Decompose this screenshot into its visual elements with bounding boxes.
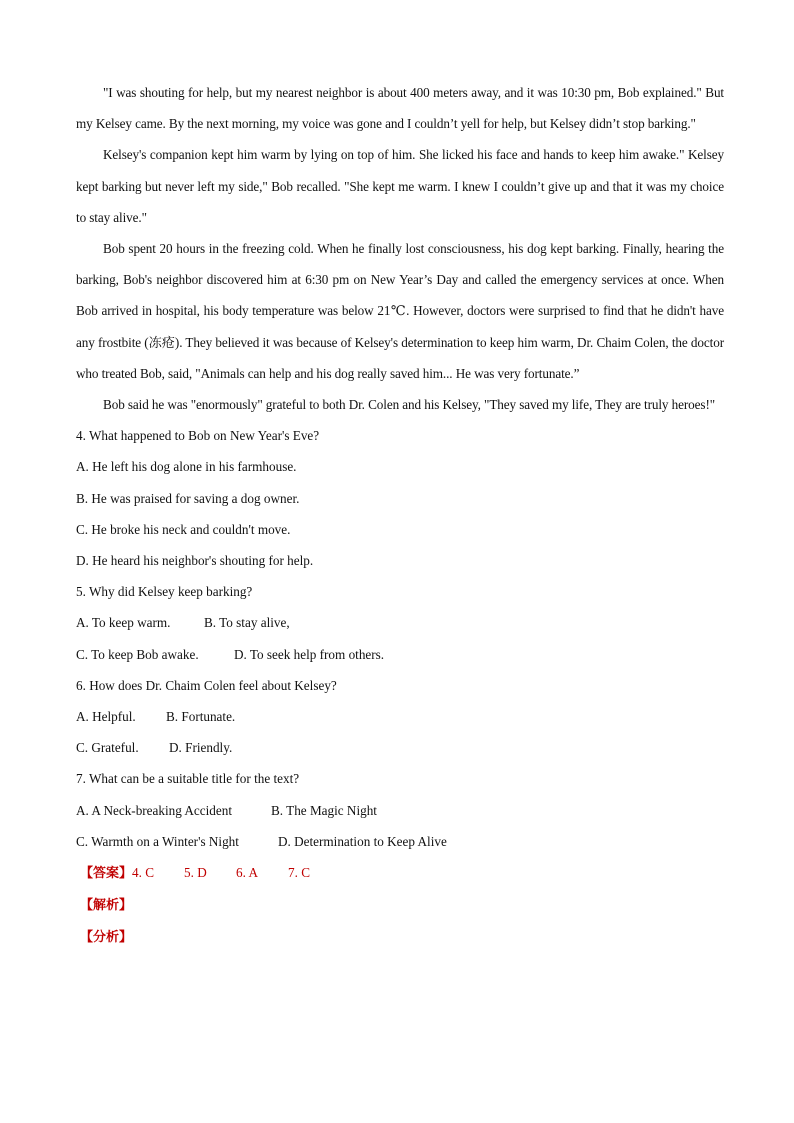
question-7-option-a: A. A Neck-breaking Accident bbox=[76, 802, 233, 818]
answer-item-7: 7. C bbox=[288, 865, 310, 881]
document-page bbox=[76, 77, 724, 954]
answer-line bbox=[76, 857, 724, 889]
analysis-label: 【解析】 bbox=[80, 898, 133, 914]
question-5-options-row-1 bbox=[76, 607, 724, 638]
question-6-options-row-2 bbox=[76, 732, 724, 763]
question-5-stem: 5. Why did Kelsey keep barking? bbox=[76, 584, 253, 600]
question-6-stem: 6. How does Dr. Chaim Colen feel about Kelsey? bbox=[76, 677, 337, 693]
question-5-options-row-2 bbox=[76, 639, 724, 670]
question-6-options-row-1 bbox=[76, 701, 724, 732]
question-4-stem: 4. What happened to Bob on New Year's Eve? bbox=[76, 428, 320, 444]
passage-paragraph-1: "I was shouting for help, but my nearest neighbor is about 400 meters away, and it was 10:30 pm, Bob explained." But my Kelsey came. By the next morning, my voice was gone and I couldn’t yell for help, but Kelsey didn’t stop barking." bbox=[76, 85, 724, 132]
question-7-option-b: B. The Magic Night bbox=[271, 802, 377, 818]
question-7-options-row-2 bbox=[76, 826, 724, 857]
fenxi-line bbox=[76, 921, 724, 953]
question-7-stem: 7. What can be a suitable title for the text? bbox=[76, 771, 300, 787]
answer-item-4: 4. C bbox=[132, 865, 154, 881]
question-6-option-c: C. Grateful. bbox=[76, 740, 139, 756]
answer-item-6: 6. A bbox=[236, 865, 258, 881]
passage-paragraph-4: Bob said he was "enormously" grateful to both Dr. Colen and his Kelsey, "They saved my life, They are truly heroes!" bbox=[103, 397, 716, 413]
question-7-option-c: C. Warmth on a Winter's Night bbox=[76, 833, 239, 849]
fenxi-label: 【分析】 bbox=[80, 930, 133, 946]
question-7-option-d: D. Determination to Keep Alive bbox=[278, 833, 447, 849]
passage-paragraph-2: Kelsey's companion kept him warm by lying on top of him. She licked his face and hands to keep him awake." Kelsey kept barking but never left my side," Bob recalled. "She kept me warm. I knew I couldn’t give up and that it was my choice to stay alive." bbox=[76, 147, 724, 225]
question-5-option-d: D. To seek help from others. bbox=[234, 646, 385, 662]
question-4-option-c: C. He broke his neck and couldn't move. bbox=[76, 521, 291, 537]
answer-item-5: 5. D bbox=[184, 865, 207, 881]
question-4-option-b: B. He was praised for saving a dog owner. bbox=[76, 490, 300, 506]
analysis-line bbox=[76, 889, 724, 921]
question-6-option-b: B. Fortunate. bbox=[166, 709, 236, 725]
question-4-option-a: A. He left his dog alone in his farmhouse. bbox=[76, 459, 297, 475]
passage-paragraph-3: Bob spent 20 hours in the freezing cold. When he finally lost consciousness, his dog kept barking. Finally, hearing the barking, Bob's neighbor discovered him at 6:30 pm on New Year’s Day and called the emergency services at once. When Bob arrived in hospital, his body temperature was below 21℃. However, doctors were surprised to find that he didn't have any frostbite (冻疮). They believed it was because of Kelsey's determination to keep him warm, Dr. Chaim Colen, the doctor who treated Bob, said, "Animals can help and his dog really saved him... He was very fortunate.” bbox=[76, 241, 724, 381]
answer-label: 【答案】 bbox=[80, 866, 133, 882]
question-5-option-a: A. To keep warm. bbox=[76, 615, 171, 631]
question-5-option-b: B. To stay alive, bbox=[204, 615, 290, 631]
question-7-options-row-1 bbox=[76, 795, 724, 826]
question-5-option-c: C. To keep Bob awake. bbox=[76, 646, 199, 662]
question-6-option-a: A. Helpful. bbox=[76, 709, 136, 725]
question-6-option-d: D. Friendly. bbox=[169, 740, 233, 756]
question-4-option-d: D. He heard his neighbor's shouting for help. bbox=[76, 553, 314, 569]
